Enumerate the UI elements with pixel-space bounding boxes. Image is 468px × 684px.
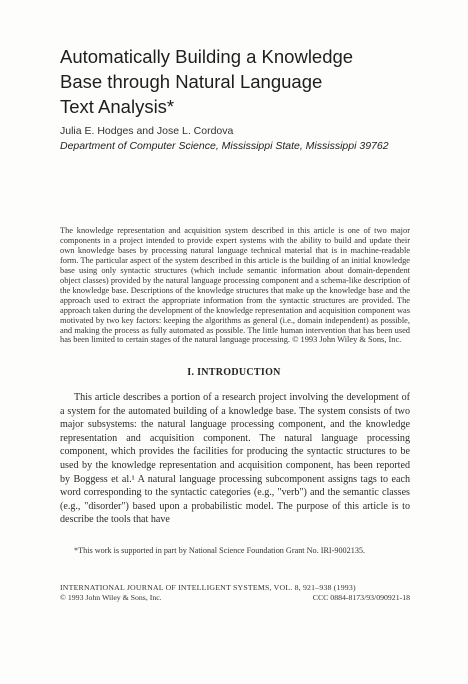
ccc-code: CCC 0884-8173/93/090921-18 (312, 593, 410, 602)
section-heading-introduction: I. INTRODUCTION (187, 367, 281, 378)
introduction-paragraph: This article describes a portion of a research project involving the development of a system for the automated building of a knowledge base. The system consists of two major subsystems: the natural language processing component, and the knowledge representation and acquisition component. The natural language processing component, which provides the facilities for producing the syntactic structures to be used by the knowledge representation and acquisition component, has been reported by Boggess et al.¹ A natural language processing subcomponent assigns tags to each word corresponding to the syntactic categories (e.g., "verb") and the semantic classes (e.g., "disorder") based upon a probabilistic model. The purpose of this article is to describe the tools that have (60, 392, 410, 526)
title-line-3: Text Analysis* (60, 96, 175, 117)
funding-footnote: *This work is supported in part by National Science Foundation Grant No. IRI-9002135. (74, 546, 366, 555)
title-line-2: Base through Natural Language (60, 71, 323, 92)
paper-affiliation: Department of Computer Science, Mississippi State, Mississippi 39762 (60, 140, 389, 152)
copyright-notice: © 1993 John Wiley & Sons, Inc. (60, 593, 162, 602)
paper-title (60, 44, 420, 119)
journal-citation: INTERNATIONAL JOURNAL OF INTELLIGENT SYSTEMS, VOL. 8, 921–938 (1993) (60, 583, 356, 592)
paper-authors: Julia E. Hodges and Jose L. Cordova (60, 125, 234, 137)
title-line-1: Automatically Building a Knowledge (60, 46, 354, 67)
paper-abstract: The knowledge representation and acquisition system described in this article is one of two major components in a project intended to provide expert systems with the ability to build and update their own knowledge bases by processing natural language technical material that is in machine-readable form. The particular aspect of the system described in this article is the building of an initial knowledge base using only syntactic structures (which include semantic information about domain-dependent object classes) provided by the natural language processing component and a schema-like description of the knowledge base. Descriptions of the knowledge structures that make up the knowledge base and the approach used to extract the appropriate information from the syntactic structures are provided. The approach taken during the development of the knowledge representation and acquisition component was motivated by two key factors: keeping the algorithms as general (i.e., domain independent) as possible, and making the process as fully automated as possible. The little human intervention that has been used has been limited to certain stages of the natural language processing. © 1993 John Wiley & Sons, Inc. (60, 226, 410, 345)
